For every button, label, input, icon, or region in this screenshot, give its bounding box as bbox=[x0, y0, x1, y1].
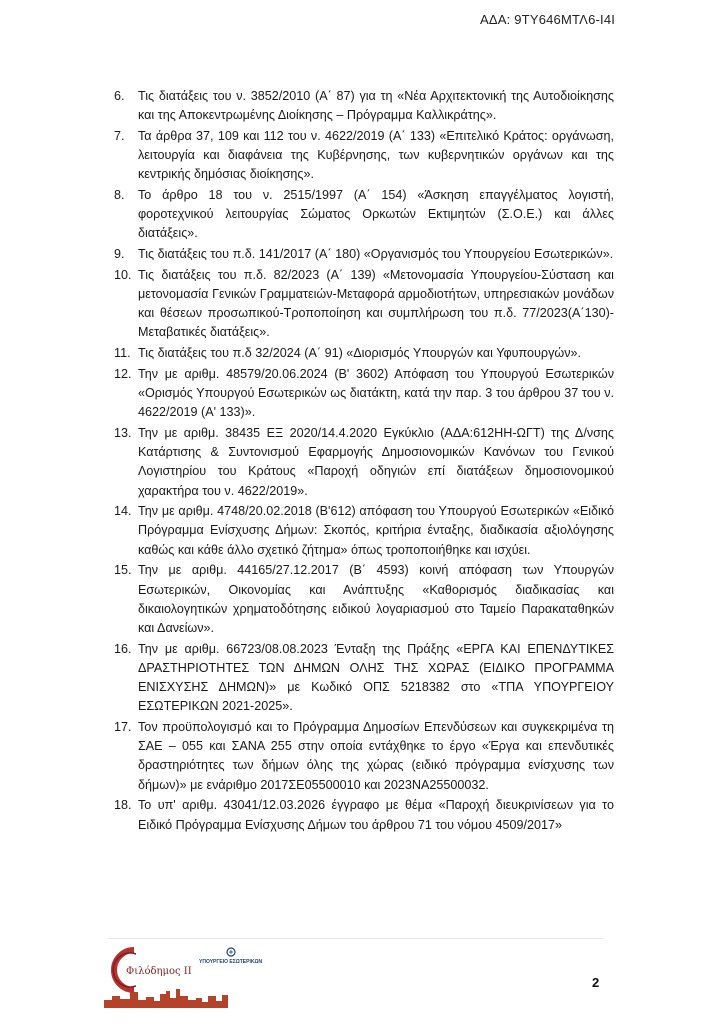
list-item bbox=[114, 186, 614, 244]
item-text: Την με αριθμ. 66723/08.08.2023 Ένταξη της Πράξης «ΕΡΓΑ ΚΑΙ ΕΠΕΝΔΥΤΙΚΕΣ ΔΡΑΣΤΗΡΙΟΤΗΤΕΣ ΤΩΝ ΔΗΜΩΝ ΟΛΗΣ ΤΗΣ ΧΩΡΑΣ (ΕΙΔΙΚΟ ΠΡΟΓΡΑΜΜΑ ΕΝΙΣΧΥΣΗΣ ΔΗΜΩΝ)» με Κωδικό ΟΠΣ 5218382 στο «ΤΠΑ ΥΠΟΥΡΓΕΙΟΥ ΕΣΩΤΕΡΙΚΩΝ 2021-2025». bbox=[138, 641, 614, 714]
item-text: Την με αριθμ. 48579/20.06.2024 (Β' 3602) Απόφαση του Υπουργού Εσωτερικών «Ορισμός Υπουργού Εσωτερικών ως διατάκτη, κατά την παρ. 3 του άρθρου 37 του ν. 4622/2019 (Α' 133)». bbox=[138, 366, 614, 420]
item-number: 17. bbox=[114, 720, 132, 734]
item-text: Την με αριθμ. 4748/20.02.2018 (Β'612) απόφαση του Υπουργού Εσωτερικών «Ειδικό Πρόγραμμα Ενίσχυσης Δήμων: Σκοπός, κριτήρια ένταξης, διαδικασία αξιολόγησης καθώς και κάθε άλλο σχετικό ζήτημα» όπως τροποποιήθηκε και ισχύει. bbox=[138, 504, 614, 557]
footer-divider bbox=[108, 938, 603, 939]
item-number: 7. bbox=[114, 128, 125, 143]
page-number: 2 bbox=[592, 975, 600, 990]
item-number: 16. bbox=[114, 641, 132, 656]
list-item bbox=[114, 87, 614, 125]
item-text: Τις διατάξεις του π.δ. 82/2023 (Α΄ 139) «Μετονομασία Υπουργείου-Σύσταση και μετονομασία Γενικών Γραμματειών-Μεταφορά αρμοδιοτήτων, υπηρεσιακών μονάδων και θέσεων προσωπικού-Τροποποίηση και συμπλήρωση του π.δ. 77/2023(Α΄130)-Μεταβατικές διατάξεις». bbox=[138, 267, 614, 340]
list-item bbox=[114, 344, 614, 363]
item-text: Την με αριθμ. 38435 ΕΞ 2020/14.4.2020 Εγκύκλιο (ΑΔΑ:612ΗΗ-ΩΓΤ) της Δ/νσης Κατάρτισης & Συντονισμού Εφαρμογής Δημοσιονομικών Κανόνων του Γενικού Λογιστηρίου του Κράτους «Παροχή οδηγιών επί διατάξεων δημοσιονομικού χαρακτήρα του ν. 4622/2019». bbox=[138, 425, 614, 498]
filodimos-logo bbox=[104, 946, 264, 1008]
item-number: 8. bbox=[114, 188, 125, 203]
item-number: 10. bbox=[114, 267, 132, 282]
item-number: 14. bbox=[114, 504, 132, 519]
item-number: 12. bbox=[114, 366, 132, 381]
item-number: 15. bbox=[114, 563, 132, 578]
considerations-list bbox=[114, 87, 614, 835]
list-item bbox=[114, 561, 614, 638]
item-text: Τον προϋπολογισμό και το Πρόγραμμα Δημοσίων Επενδύσεων και συγκεκριμένα τη ΣΑΕ – 055 και ΣΑΝΑ 255 στην οποία εντάχθηκε το έργο «Έργα και επενδυτικές δραστηριότητες των δήμων όλης της χώρας (ειδικό πρόγραμμα ενίσχυσης των δήμων)» με ενάριθμο 2017ΣΕ05500010 και 2023ΝΑ25500032. bbox=[138, 720, 614, 792]
item-text: Τις διατάξεις του ν. 3852/2010 (Α΄ 87) για τη «Νέα Αρχιτεκτονική της Αυτοδιοίκησης και της Αποκεντρωμένης Διοίκησης – Πρόγραμμα Καλλικράτης». bbox=[138, 89, 614, 123]
document-body bbox=[114, 87, 614, 836]
item-text: Το υπ' αριθμ. 43041/12.03.2026 έγγραφο με θέμα «Παροχή διευκρινίσεων για το Ειδικό Πρόγραμμα Ενίσχυσης Δήμων του άρθρου 71 του νόμου 4509/2017» bbox=[138, 798, 614, 832]
item-text: Το άρθρο 18 του ν. 2515/1997 (Α΄ 154) «Άσκηση επαγγέλματος λογιστή, φοροτεχνικού λειτουργίας Σώματος Ορκωτών Εκτιμητών (Σ.Ο.Ε.) και άλλες διατάξεις». bbox=[138, 188, 614, 241]
item-number: 13. bbox=[114, 425, 132, 440]
item-text: Τις διατάξεις του π.δ. 141/2017 (Α΄ 180) «Οργανισμός του Υπουργείου Εσωτερικών». bbox=[138, 247, 614, 262]
list-item bbox=[114, 640, 614, 717]
list-item bbox=[114, 266, 614, 343]
item-number: 6. bbox=[114, 89, 125, 103]
list-item bbox=[114, 127, 614, 185]
list-item bbox=[114, 245, 614, 264]
item-text: Τα άρθρα 37, 109 και 112 του ν. 4622/2019 (Α΄ 133) «Επιτελικό Κράτος: οργάνωση, λειτουργία και διαφάνεια της Κυβέρνησης, των κυβερνητικών οργάνων και της κεντρικής δημόσιας διοίκησης». bbox=[138, 128, 614, 182]
item-number: 9. bbox=[114, 247, 125, 262]
item-number: 18. bbox=[114, 798, 132, 813]
logo-text: Φιλόδημος II bbox=[126, 966, 192, 977]
list-item bbox=[114, 424, 614, 501]
list-item bbox=[114, 365, 614, 423]
ada-identifier: ΑΔΑ: 9ΤΥ646ΜΤΛ6-Ι4Ι bbox=[480, 12, 616, 27]
list-item bbox=[114, 502, 614, 560]
item-number: 11. bbox=[114, 346, 131, 361]
list-item bbox=[114, 796, 614, 834]
filodimos-logo-icon bbox=[104, 946, 264, 1008]
ministry-text: ΥΠΟΥΡΓΕΙΟ ΕΣΩΤΕΡΙΚΩΝ bbox=[199, 959, 263, 965]
item-text: Την με αριθμ. 44165/27.12.2017 (Β΄ 4593) κοινή απόφαση των Υπουργών Εσωτερικών, Οικονομίας και Ανάπτυξης «Καθορισμός διαδικασίας και δικαιολογητικών χρηματοδότησης ειδικού λογαριασμού στο Ταμείο Παρακαταθηκών και Δανείων». bbox=[138, 563, 614, 635]
list-item bbox=[114, 718, 614, 795]
item-text: Τις διατάξεις του π.δ 32/2024 (Α΄ 91) «Διορισμός Υπουργών και Υφυπουργών». bbox=[138, 346, 582, 361]
